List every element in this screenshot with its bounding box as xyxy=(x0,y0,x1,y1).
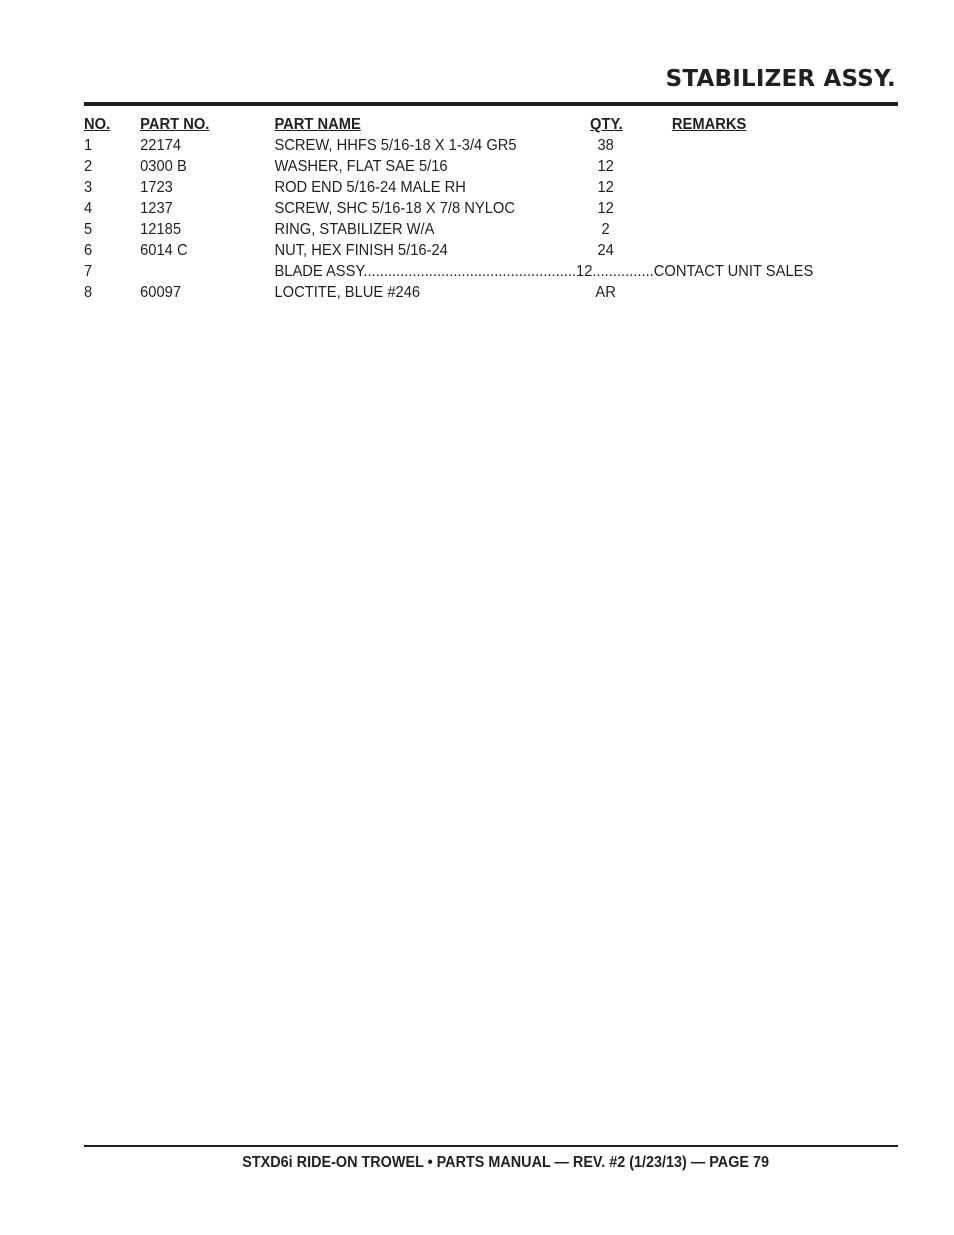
row-qty: 12 xyxy=(597,179,614,196)
row-part-no: 0300 B xyxy=(140,158,187,175)
header-qty: QTY. xyxy=(590,116,623,133)
row-part-name: SCREW, SHC 5/16-18 X 7/8 NYLOC xyxy=(274,200,515,217)
footer-divider xyxy=(84,1145,898,1147)
row-no: 3 xyxy=(84,179,93,196)
row-part-no: 60097 xyxy=(140,284,182,301)
row-part-name: NUT, HEX FINISH 5/16-24 xyxy=(274,242,448,259)
row-part-name: RING, STABILIZER W/A xyxy=(274,221,435,238)
row-part-name: ROD END 5/16-24 MALE RH xyxy=(274,179,466,196)
table-row xyxy=(84,198,833,219)
header-remarks: REMARKS xyxy=(671,116,747,133)
row-part-name-with-leader xyxy=(274,261,813,282)
row-part-name: LOCTITE, BLUE #246 xyxy=(274,284,421,301)
row-part-no: 6014 C xyxy=(140,242,188,259)
table-row xyxy=(84,177,833,198)
header-no: NO. xyxy=(84,116,111,133)
row-remarks: CONTACT UNIT SALES xyxy=(653,263,814,280)
table-row xyxy=(84,240,833,261)
row-part-no: 1237 xyxy=(140,200,173,217)
row-no: 5 xyxy=(84,221,93,238)
footer-label: STXD6i RIDE-ON TROWEL • PARTS MANUAL — REV. #2 (1/23/13) — PAGE 79 xyxy=(242,1154,770,1171)
header-part-no: PART NO. xyxy=(140,116,210,133)
table-row xyxy=(84,282,833,303)
dot-leader: ................................................... xyxy=(367,263,577,280)
row-no: 6 xyxy=(84,242,93,259)
row-qty: 2 xyxy=(601,221,610,238)
row-no: 4 xyxy=(84,200,93,217)
row-part-no: 1723 xyxy=(140,179,173,196)
table-header-row xyxy=(84,114,833,135)
row-qty: 12 xyxy=(597,200,614,217)
row-part-no: 12185 xyxy=(140,221,182,238)
row-qty: 38 xyxy=(597,137,614,154)
dot-leader: ............... xyxy=(592,263,654,280)
page-footer xyxy=(84,1154,898,1172)
page-title: STABILIZER ASSY. xyxy=(665,66,896,92)
row-part-name: BLADE ASSY. xyxy=(274,263,368,280)
row-qty: 12 xyxy=(597,158,614,175)
table-row xyxy=(84,156,833,177)
table-row xyxy=(84,219,833,240)
parts-list-table xyxy=(84,114,833,303)
row-qty: AR xyxy=(595,284,616,301)
row-qty: 12 xyxy=(576,263,593,280)
header-part-name: PART NAME xyxy=(274,116,361,133)
row-no: 1 xyxy=(84,137,93,154)
title-divider xyxy=(84,102,898,106)
row-qty: 24 xyxy=(597,242,614,259)
row-part-name: SCREW, HHFS 5/16-18 X 1-3/4 GR5 xyxy=(274,137,517,154)
row-part-name: WASHER, FLAT SAE 5/16 xyxy=(274,158,448,175)
row-part-no: 22174 xyxy=(140,137,182,154)
row-no: 7 xyxy=(84,263,93,280)
table-row xyxy=(84,261,833,282)
table-row xyxy=(84,135,833,156)
row-no: 8 xyxy=(84,284,93,301)
row-no: 2 xyxy=(84,158,93,175)
